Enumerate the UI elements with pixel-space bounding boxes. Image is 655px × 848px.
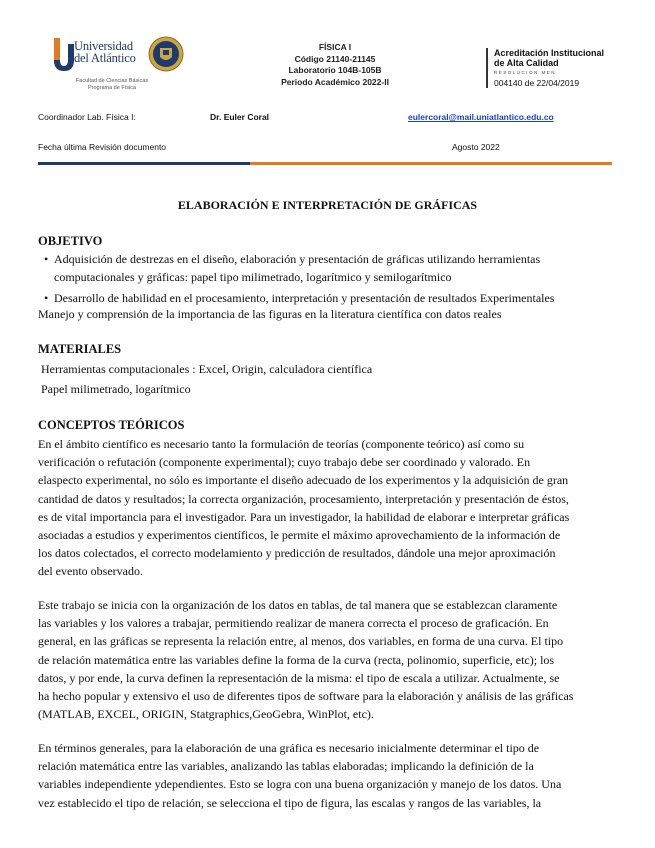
academic-period: Periodo Académico 2022-II (281, 76, 389, 87)
course-name: FÍSICA I (318, 42, 352, 52)
accreditation-divider (486, 48, 488, 88)
paragraph-3: En términos generales, para la elaboración de una gráfica es necesario inicialmente determinar el tipo de relación matemática entre las variables, analizando las tablas elaboradas; implicando la definición de la variables independiente ydependientes. Esto se logra con una buena organización y manejo de los datos. Una vez establecido el tipo de relación, se selecciona el tipo de figura, las escalas y rangos de las variables, la (38, 741, 562, 810)
header-band-navy (38, 162, 250, 165)
objetivo-heading: OBJETIVO (38, 234, 103, 248)
course-code: Código 21140-21145 (294, 53, 376, 64)
paragraph-1: En el ámbito científico es necesario tanto la formulación de teorías (componente teórico) así como su verificación o refutación (componente experimental); cuyo trabajo debe ser coordinado y valorado. En elaspecto experimental, no sólo es importante el diseño adecuado de los experimentos y la adquisición de gran cantidad de datos y resultados; la correcta organización, procesamiento, interpretación y presentación de éstos, es de vital importancia para el investigador. Para un investigador, la habilidad de elaborar e interpretar gráficas asociadas a estudios y experimentos científicos, le permite el máximo aprovechamiento de la información de los datos colectados, el correcto modelamiento y predicción de resultados, dándole una mejor aproximación del evento observado. (38, 437, 570, 579)
conceptos-heading: CONCEPTOS TEÓRICOS (38, 418, 185, 432)
coordinator-label: Coordinador Lab. Física I: (38, 112, 136, 122)
document-title: ELABORACIÓN E INTERPRETACIÓN DE GRÁFICAS (177, 198, 478, 212)
objetivo-bullet-1: • Adquisición de destrezas en el diseño, elaboración y presentación de gráficas utilizando herramientas computacionales y gráficas: papel tipo milimetrado, logarítmico y semilogarítmico (44, 252, 541, 284)
bullet-icon: • (44, 252, 49, 266)
materiales-item-2: Papel milimetrado, logarítmico (41, 382, 191, 396)
header-band-orange (250, 162, 612, 165)
paragraph-2: Este trabajo se inicia con la organización de los datos en tablas, de tal manera que se establezcan claramente las variables y los valores a trabajar, permitiendo realizar de manera correcta el proceso de graficación. En general, en las gráficas se representa la relación entre, al menos, dos variables, en forma de una curva. El tipo de relación matemática entre las variables define la forma de la curva (recta, polinomio, superficie, etc); los datos, y por ende, la curva definen la representación de la misma: el tipo de escala a utilizar. Actualmente, se ha hecho popular y extensivo el uso de diferentes tipos de software para la elaboración y análisis de las gráficas (MATLAB, EXCEL, ORIGIN, Statgraphics,GeoGebra, WinPlot, etc). (38, 598, 574, 722)
accreditation-title: Acreditación Institucional de Alta Calidad (494, 48, 605, 68)
materiales-heading: MATERIALES (38, 342, 122, 356)
faculty-label: Facultad de Ciencias Básicas Programa de Física (75, 78, 149, 91)
bullet-icon: • (44, 291, 49, 305)
coordinator-email-link[interactable]: eulercoral@mail.uniatlantico.edu.co (408, 112, 554, 122)
university-name: Universidad del Atlántico (74, 39, 136, 65)
revision-date: Agosto 2022 (452, 142, 500, 152)
accreditation-small: RESOLUCIÓN MEN (494, 70, 557, 75)
objetivo-bullet-2: • Desarrollo de habilidad en el procesamiento, interpretación y presentación de resultados Experimentales (44, 291, 555, 305)
objetivo-line: Manejo y comprensión de la importancia de las figuras en la literatura científica con datos reales (38, 307, 502, 321)
materiales-item-1: Herramientas computacionales : Excel, Origin, calculadora científica (41, 362, 373, 376)
revision-label: Fecha última Revisión documento (38, 142, 167, 152)
coordinator-name: Dr. Euler Coral (210, 112, 270, 122)
lab-name: Laboratorio 104B-105B (288, 65, 382, 75)
course-header (260, 42, 410, 88)
accreditation-resolution: 004140 de 22/04/2019 (494, 78, 580, 88)
university-seal-icon (148, 36, 184, 72)
